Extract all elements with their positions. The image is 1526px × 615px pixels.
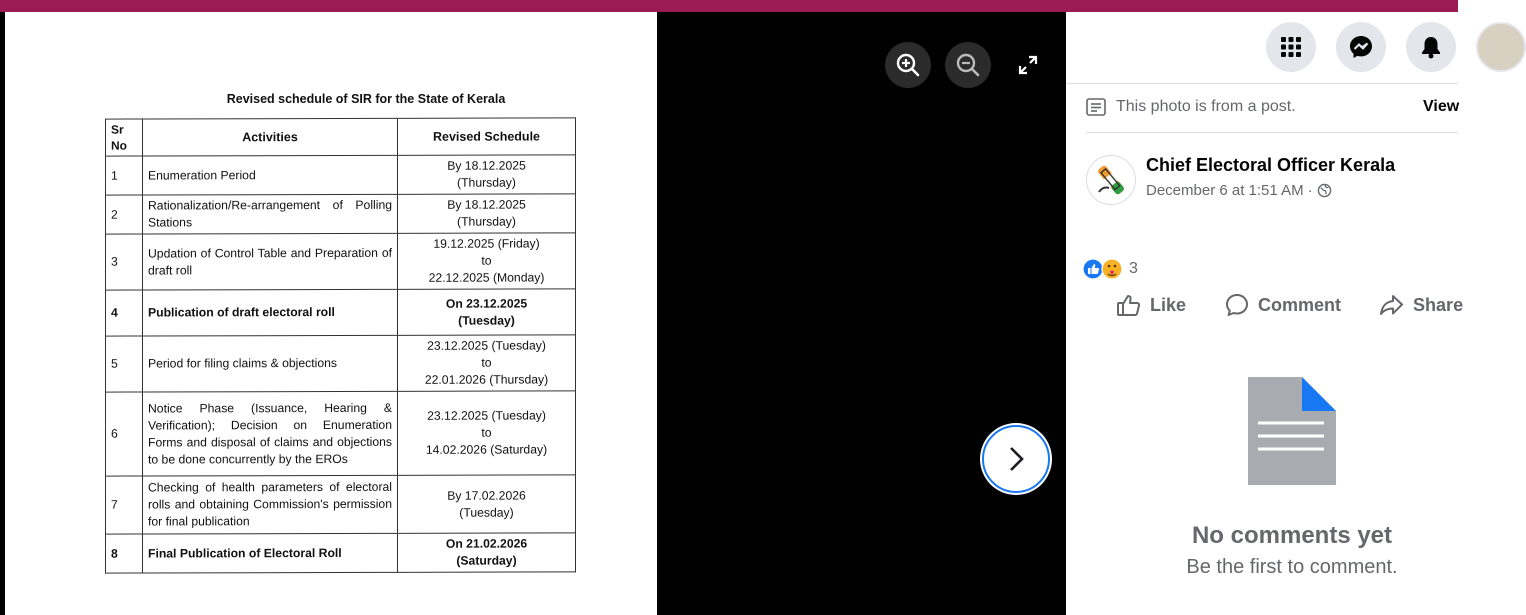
row-schedule: By 18.12.2025 (Thursday): [398, 194, 576, 233]
post-document-icon: [1086, 98, 1106, 116]
row-number: 3: [106, 234, 143, 290]
empty-comments-illustration: [1246, 376, 1338, 491]
table-row: [106, 194, 576, 234]
election-logo-icon: [1091, 160, 1131, 200]
view-post-link[interactable]: View: [1423, 98, 1460, 115]
share-button[interactable]: [1379, 292, 1463, 318]
comment-label: Comment: [1258, 294, 1342, 315]
menu-button[interactable]: [1266, 22, 1316, 72]
table-header-row: [106, 118, 576, 156]
row-schedule: On 23.12.2025 (Tuesday): [398, 289, 576, 335]
grid-menu-icon: [1280, 36, 1302, 58]
top-accent-bar: [0, 0, 1458, 12]
thumbs-up-icon: [1116, 293, 1142, 317]
row-activity: Notice Phase (Issuance, Hearing & Verification); Decision on Enumeration Forms and disposal of claims and objections to be done concurrently by the EROs: [143, 391, 398, 476]
row-number: 4: [106, 290, 143, 336]
row-activity: Final Publication of Electoral Roll: [143, 533, 398, 573]
row-number: 2: [106, 195, 143, 234]
page-name[interactable]: Chief Electoral Officer Kerala: [1146, 155, 1396, 175]
row-schedule: 19.12.2025 (Friday) to 22.12.2025 (Monday): [398, 233, 576, 289]
row-schedule: By 18.12.2025 (Thursday): [398, 155, 576, 194]
like-label: Like: [1150, 294, 1187, 315]
post-actions: [1116, 292, 1463, 318]
account-avatar[interactable]: [1476, 22, 1526, 72]
zoom-out-button[interactable]: [945, 42, 991, 88]
top-nav-icons: [1266, 22, 1526, 72]
row-schedule: 23.12.2025 (Tuesday) to 14.02.2026 (Saturday): [398, 391, 576, 475]
table-row: [106, 475, 576, 534]
photo-viewer: [0, 12, 1066, 615]
expand-icon: [1017, 54, 1039, 76]
page-profile-picture[interactable]: [1086, 155, 1136, 205]
messenger-icon: [1348, 34, 1374, 60]
row-activity: Publication of draft electoral roll: [143, 289, 398, 336]
meta-separator: ·: [1307, 182, 1313, 199]
row-number: 5: [106, 336, 143, 392]
document-title: Revised schedule of SIR for the State of Kerala: [226, 92, 506, 106]
post-note-text: This photo is from a post.: [1116, 98, 1296, 115]
fullscreen-button[interactable]: [1005, 42, 1051, 88]
share-icon: [1379, 293, 1405, 317]
care-reaction-icon: [1101, 258, 1123, 280]
row-number: 1: [106, 156, 143, 195]
header-sr-no: Sr No: [106, 119, 143, 156]
reaction-count: 3: [1129, 260, 1138, 277]
header-activities: Activities: [143, 118, 398, 156]
table-row: [106, 155, 576, 195]
empty-comments-subtitle: Be the first to comment.: [1186, 556, 1398, 578]
row-activity: Period for filing claims & objections: [143, 335, 398, 392]
row-activity: Updation of Control Table and Preparation of draft roll: [143, 233, 398, 290]
table-row: [106, 391, 576, 476]
zoom-in-icon: [895, 52, 921, 78]
header-divider: [1066, 83, 1458, 84]
share-label: Share: [1413, 294, 1464, 315]
row-number: 7: [106, 476, 143, 534]
row-schedule: On 21.02.2026 (Saturday): [398, 533, 576, 572]
row-number: 8: [106, 534, 143, 573]
post-meta: [1146, 182, 1332, 199]
post-sidebar: [1066, 12, 1464, 615]
globe-icon: [1317, 183, 1332, 198]
row-activity: Checking of health parameters of electoral rolls and obtaining Commission's permission for final publication: [143, 475, 398, 534]
row-activity: Enumeration Period: [143, 155, 398, 195]
table-row: [106, 289, 576, 336]
empty-comments-title: No comments yet: [1191, 522, 1393, 549]
post-date[interactable]: December 6 at 1:51 AM: [1146, 182, 1304, 199]
reaction-summary[interactable]: [1082, 258, 1138, 280]
schedule-table: [105, 117, 576, 573]
note-divider: [1086, 132, 1458, 133]
table-row: [106, 335, 576, 392]
like-button[interactable]: [1116, 292, 1186, 318]
post-note: [1086, 98, 1296, 116]
header-revised-schedule: Revised Schedule: [398, 118, 576, 155]
comment-button[interactable]: [1224, 292, 1341, 318]
document-icon: [1246, 376, 1338, 486]
row-activity: Rationalization/Re-arrangement of Polling Stations: [143, 194, 398, 234]
table-row: [106, 533, 576, 573]
table-row: [106, 233, 576, 290]
row-number: 6: [106, 392, 143, 476]
row-schedule: By 17.02.2026 (Tuesday): [398, 475, 576, 533]
chevron-right-icon: [1004, 445, 1028, 473]
document-image: [5, 12, 657, 615]
zoom-in-button[interactable]: [885, 42, 931, 88]
row-schedule: 23.12.2025 (Tuesday) to 22.01.2026 (Thursday): [398, 335, 576, 391]
comment-icon: [1224, 292, 1250, 318]
messenger-button[interactable]: [1336, 22, 1386, 72]
next-photo-button[interactable]: [982, 425, 1050, 493]
bell-icon: [1420, 35, 1442, 59]
notifications-button[interactable]: [1406, 22, 1456, 72]
zoom-out-icon: [955, 52, 981, 78]
